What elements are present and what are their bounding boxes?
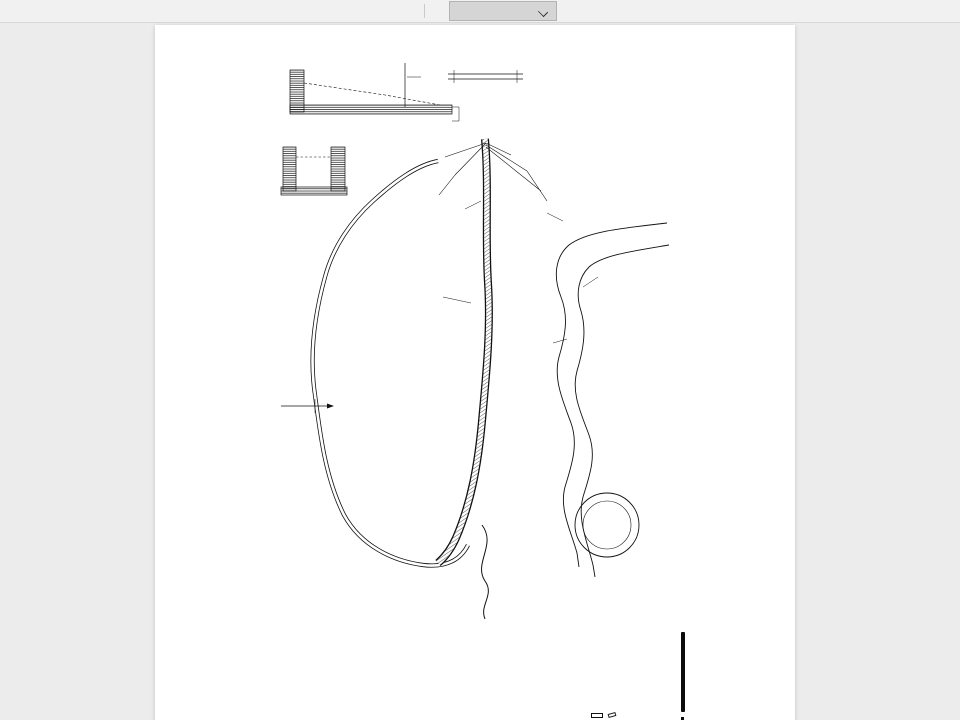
- top-cluster-lines: [439, 143, 547, 201]
- longitudinal-section-drawing: [290, 63, 459, 121]
- sheet-number: [591, 713, 603, 718]
- chevron-down-icon: [538, 7, 548, 17]
- central-roadway: [438, 139, 489, 563]
- viewer-toolbar: [0, 0, 960, 23]
- title-block: [533, 556, 673, 720]
- upper-note-block: [279, 211, 355, 225]
- site-plan-drawing: [155, 25, 795, 720]
- emergency-roadway-line: [281, 399, 334, 413]
- river: [556, 223, 669, 577]
- zoom-level-select[interactable]: [449, 1, 557, 21]
- scale-detail-drawing: [448, 70, 523, 83]
- toolbar-divider: [424, 4, 425, 18]
- label-leaders: [443, 201, 598, 343]
- document-page: [155, 25, 795, 720]
- transverse-section-drawing: [281, 147, 347, 195]
- unrecorded-stamp: [607, 712, 616, 718]
- curve-data-table: [520, 60, 700, 118]
- zoom-out-button[interactable]: [398, 0, 424, 22]
- notes-block: [281, 561, 471, 621]
- legend-block: [333, 425, 485, 485]
- serpentine-path: [482, 525, 489, 619]
- viewer-canvas[interactable]: [0, 22, 960, 720]
- scan-artifact: [681, 632, 685, 712]
